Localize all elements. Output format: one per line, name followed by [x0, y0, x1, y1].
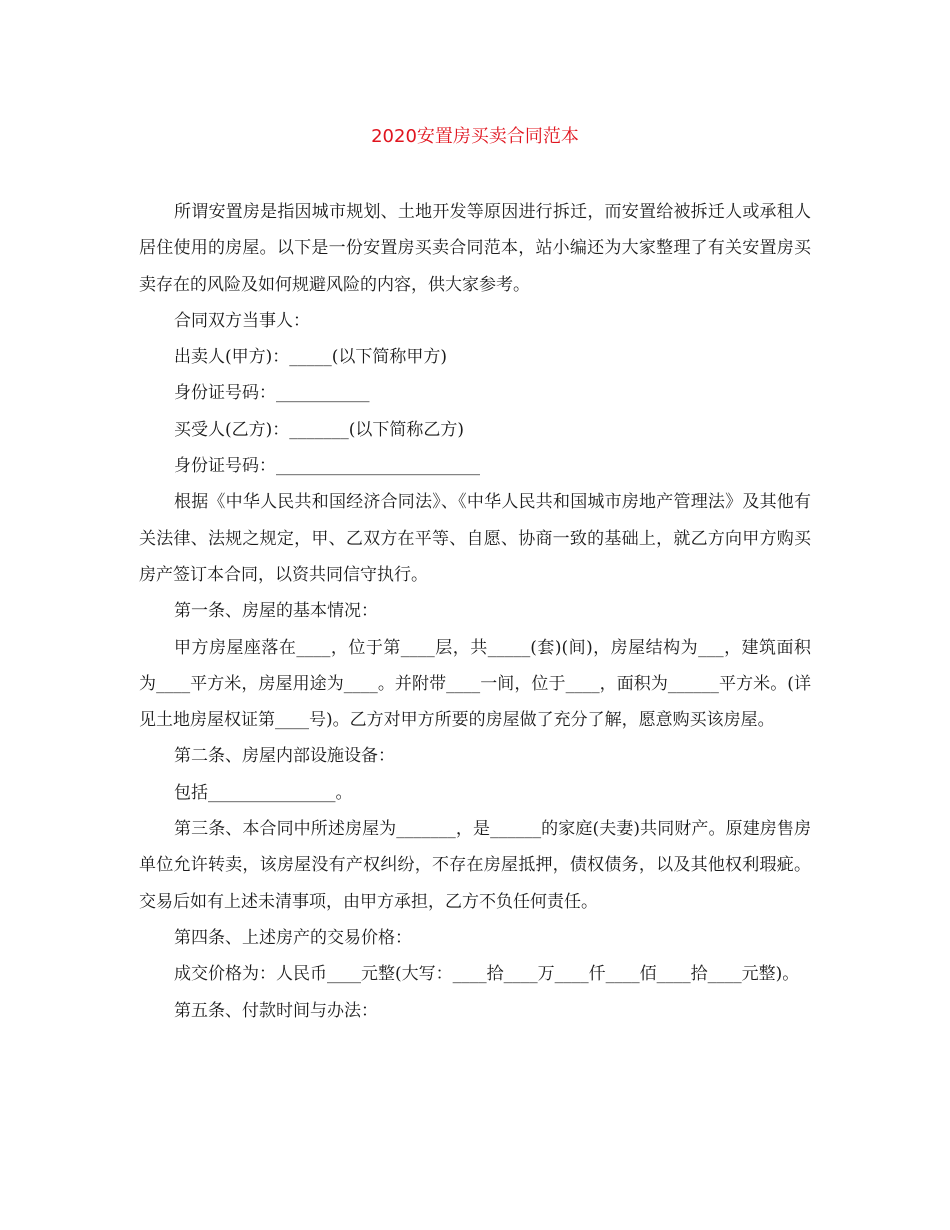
- paragraph-seller: 出卖人(甲方)：_____(以下简称甲方): [174, 347, 448, 368]
- paragraph-article-4-heading: 第四条、上述房产的交易价格：: [174, 927, 412, 948]
- paragraph-parties-heading: 合同双方当事人：: [174, 310, 310, 331]
- paragraph-article-2-body: 包括_______________。: [174, 782, 353, 803]
- paragraph-intro: 所谓安置房是指因城市规划、土地开发等原因进行拆迁，而安置给被拆迁人或承租人居住使用的房屋。以下是一份安置房买卖合同范本，站小编还为大家整理了有关安置房买卖存在的风险及如何规避风险的内容，供大家参考。: [139, 202, 811, 295]
- paragraph-article-1-heading: 第一条、房屋的基本情况：: [174, 601, 378, 622]
- paragraph-article-4-body: 成交价格为：人民币____元整(大写：____拾____万____仟____佰____拾____元整)。: [174, 964, 800, 985]
- paragraph-buyer-id: 身份证号码：________________________: [174, 456, 480, 477]
- paragraph-article-2-heading: 第二条、房屋内部设施设备：: [174, 746, 395, 767]
- paragraph-seller-id: 身份证号码：___________: [174, 383, 370, 404]
- paragraph-article-5-heading: 第五条、付款时间与办法：: [174, 1000, 378, 1021]
- paragraph-article-3: 第三条、本合同中所述房屋为_______，是______的家庭(夫妻)共同财产。原建房售房单位允许转卖，该房屋没有产权纠纷，不存在房屋抵押，债权债务，以及其他权利瑕疵。交易后如有上述未清事项，由甲方承担，乙方不负任何责任。: [139, 819, 811, 912]
- paragraph-buyer: 买受人(乙方)：_______(以下简称乙方): [174, 419, 465, 440]
- document-body: [139, 194, 811, 1029]
- paragraph-legal-basis: 根据《中华人民共和国经济合同法》、《中华人民共和国城市房地产管理法》及其他有关法律、法规之规定，甲、乙双方在平等、自愿、协商一致的基础上，就乙方向甲方购买房产签订本合同，以资共同信守执行。: [139, 492, 811, 585]
- document-title: 2020安置房买卖合同范本: [371, 126, 579, 147]
- paragraph-article-1-body: 甲方房屋座落在____，位于第____层，共_____(套)(间)，房屋结构为___，建筑面积为____平方米，房屋用途为____。并附带____一间，位于____，面积为______平方米。(详见土地房屋权证第____号)。乙方对甲方所要的房屋做了充分了解，愿意购买该房屋。: [139, 637, 811, 731]
